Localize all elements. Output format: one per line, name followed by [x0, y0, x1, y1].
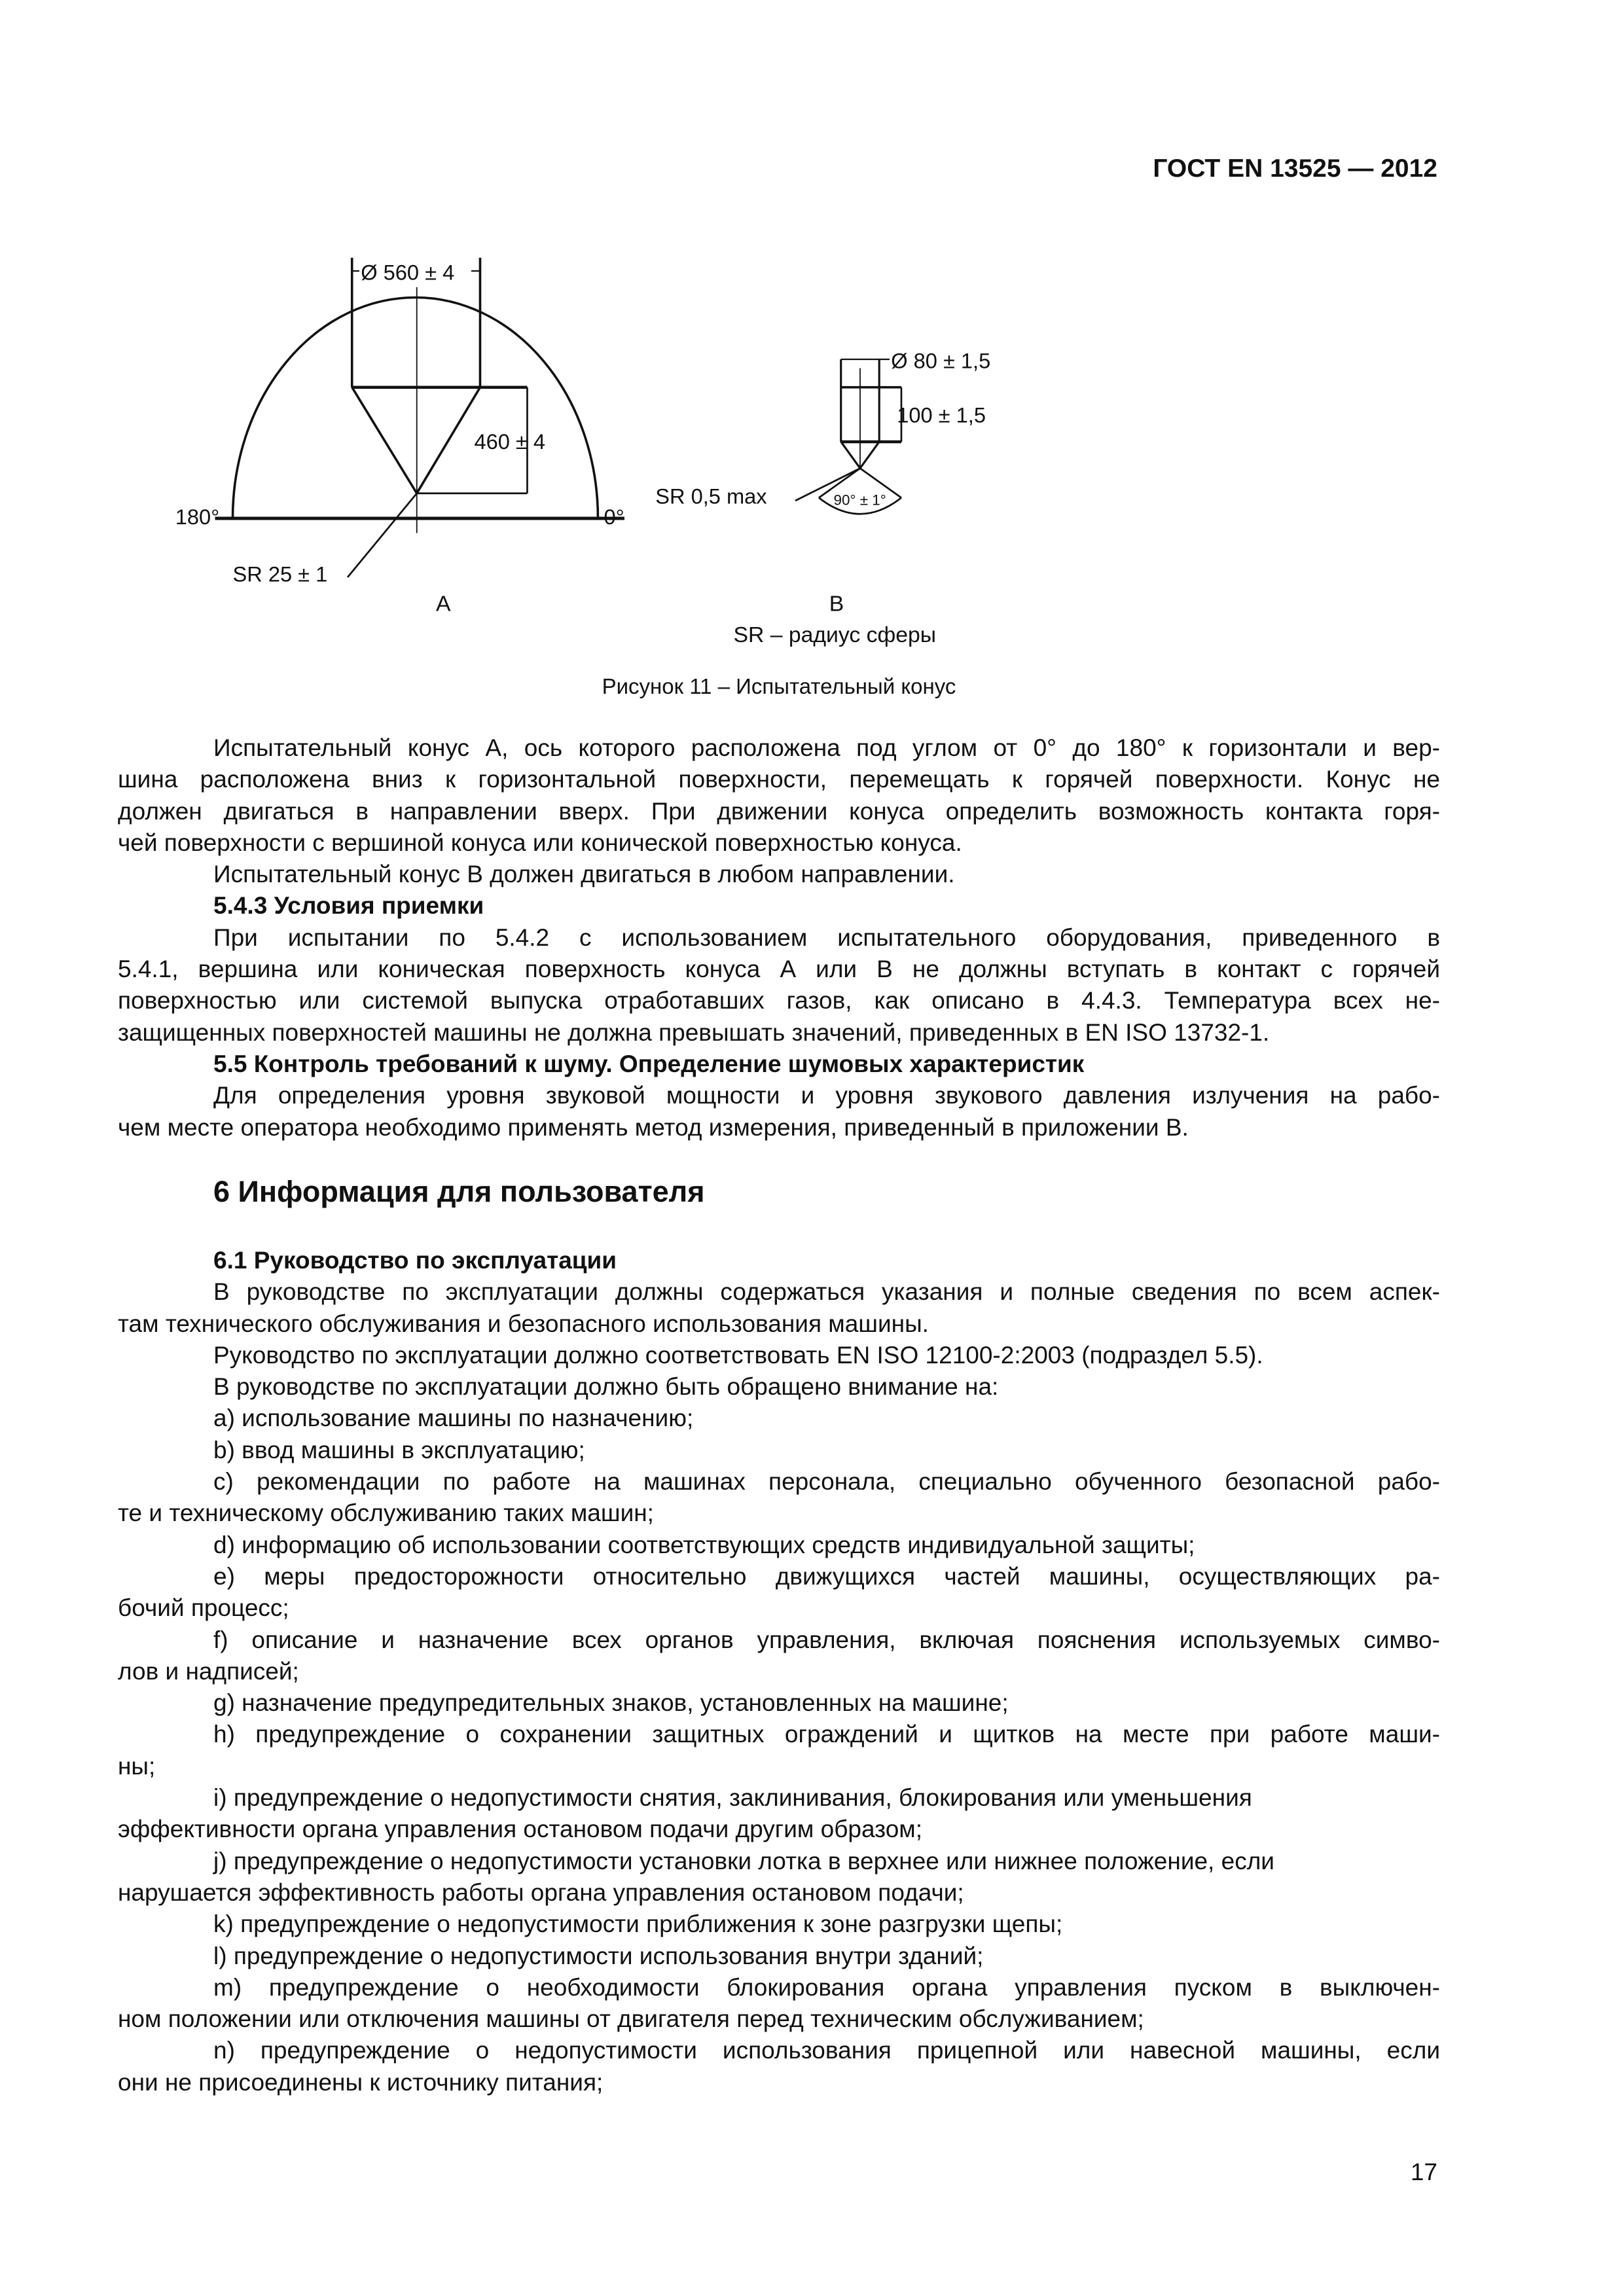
cone-b-height: 100 ± 1,5	[897, 403, 986, 427]
paragraph-line: чем месте оператора необходимо применять метод измерения, приведенный в приложении В.	[118, 1113, 1189, 1141]
list-item-cont: они не присоединены к источнику питания;	[118, 2068, 604, 2096]
list-item-cont: нарушается эффективность работы органа управления остановом подачи;	[118, 1878, 964, 1906]
cone-b-label: B	[829, 591, 844, 617]
section-6-text	[118, 1245, 1440, 2098]
list-item: c) рекомендации по работе на машинах персонала, специально обученного безопасной рабо-	[213, 1468, 1440, 1496]
paragraph-line: В руководстве по эксплуатации должно быть обращено внимание на:	[213, 1373, 999, 1401]
paragraph-line: Испытательный конус В должен двигаться в любом направлении.	[213, 861, 955, 888]
list-item-cont: ны;	[118, 1752, 156, 1780]
paragraph-line: поверхностью или системой выпуска отработавших газов, как описано в 4.4.3. Температура всех не-	[118, 987, 1440, 1014]
paragraph-line: там технического обслуживания и безопасного использования машины.	[118, 1310, 929, 1337]
list-item: d) информацию об использовании соответствующих средств индивидуальной защиты;	[213, 1531, 1195, 1558]
section-heading-6: 6 Информация для пользователя	[213, 1175, 705, 1208]
cone-a-drawing	[175, 258, 624, 617]
paragraph-line: шина расположена вниз к горизонтальной поверхности, перемещать к горячей поверхности. Конус не	[118, 766, 1440, 793]
list-item: b) ввод машины в эксплуатацию;	[213, 1436, 585, 1463]
cone-a-radius: SR 25 ± 1	[232, 562, 328, 586]
paragraph-line: 5.4.1, вершина или коническая поверхность конуса А или В не должны вступать в контакт с горячей	[118, 956, 1440, 983]
list-item-cont: лов и надписей;	[118, 1657, 299, 1685]
paragraph-line: При испытании по 5.4.2 с использованием испытательного оборудования, приведенного в	[213, 924, 1440, 951]
list-item: n) предупреждение о недопустимости использования прицепной или навесной машины, если	[213, 2037, 1440, 2064]
list-item-cont: ном положении или отключения машины от двигателя перед техническим обслуживанием;	[118, 2005, 1144, 2033]
list-item: f) описание и назначение всех органов управления, включая пояснения используемых симво-	[213, 1626, 1440, 1653]
cone-a-diameter: Ø 560 ± 4	[361, 260, 455, 285]
list-item: g) назначение предупредительных знаков, установленных на машине;	[213, 1689, 1009, 1717]
list-item-cont: эффективности органа управления остановом подачи другим образом;	[118, 1816, 923, 1843]
paragraph-line: Для определения уровня звуковой мощности и уровня звукового давления излучения на рабо-	[213, 1082, 1440, 1109]
cone-b-drawing	[655, 348, 990, 647]
section-5-text	[118, 732, 1440, 1143]
paragraph-line: Руководство по эксплуатации должно соответствовать EN ISO 12100-2:2003 (подраздел 5.5).	[213, 1341, 1263, 1369]
figure-caption: Рисунок 11 – Испытательный конус	[602, 674, 956, 698]
cone-a-label: A	[435, 591, 451, 617]
list-item-cont: бочий процесс;	[118, 1594, 289, 1622]
list-item: k) предупреждение о недопустимости приближения к зоне разгрузки щепы;	[213, 1910, 1063, 1938]
paragraph-line: должен двигаться в направлении вверх. При движении конуса определить возможность контакта горя-	[118, 797, 1440, 825]
list-item-cont: те и техническому обслуживанию таких машин;	[118, 1499, 654, 1527]
list-item: h) предупреждение о сохранении защитных ограждений и щитков на месте при работе маши-	[213, 1721, 1440, 1748]
paragraph-line: защищенных поверхностей машины не должна превышать значений, приведенных в EN ISO 13732-1.	[118, 1018, 1270, 1046]
document-header: ГОСТ EN 13525 — 2012	[1153, 154, 1437, 183]
cone-a-height: 460 ± 4	[474, 429, 546, 454]
paragraph-line: В руководстве по эксплуатации должны содержаться указания и полные сведения по всем аспек-	[213, 1278, 1440, 1306]
list-item: а) использование машины по назначению;	[213, 1405, 694, 1432]
figure-11-test-cones	[0, 0, 1624, 720]
list-item: l) предупреждение о недопустимости использования внутри зданий;	[213, 1942, 984, 1969]
angle-0-label: 0°	[604, 504, 624, 529]
list-item: j) предупреждение о недопустимости установки лотка в верхнее или нижнее положение, если	[213, 1847, 1274, 1874]
paragraph-line: чей поверхности с вершиной конуса или конической поверхностью конуса.	[118, 829, 962, 856]
cone-b-radius: SR 0,5 max	[655, 484, 767, 509]
angle-180-label: 180°	[175, 504, 220, 529]
list-item: i) предупреждение о недопустимости снятия, заклинивания, блокирования или уменьшения	[213, 1784, 1252, 1812]
figure-legend: SR – радиус сферы	[733, 622, 937, 647]
subsection-heading-5-5: 5.5 Контроль требований к шуму. Определение шумовых характеристик	[213, 1050, 1085, 1077]
subsection-heading-6-1: 6.1 Руководство по эксплуатации	[213, 1247, 617, 1274]
page-number: 17	[1410, 2159, 1437, 2185]
subsection-heading-5-4-3: 5.4.3 Условия приемки	[213, 892, 484, 920]
cone-b-diameter: Ø 80 ± 1,5	[891, 348, 991, 373]
paragraph-line: Испытательный конус А, ось которого расположена под углом от 0° до 180° к горизонтали и вер-	[213, 734, 1440, 761]
cone-b-angle: 90° ± 1°	[833, 492, 886, 509]
list-item: e) меры предосторожности относительно движущихся частей машины, осуществляющих ра-	[213, 1562, 1440, 1590]
list-item: m) предупреждение о необходимости блокирования органа управления пуском в выключен-	[213, 1973, 1440, 2001]
